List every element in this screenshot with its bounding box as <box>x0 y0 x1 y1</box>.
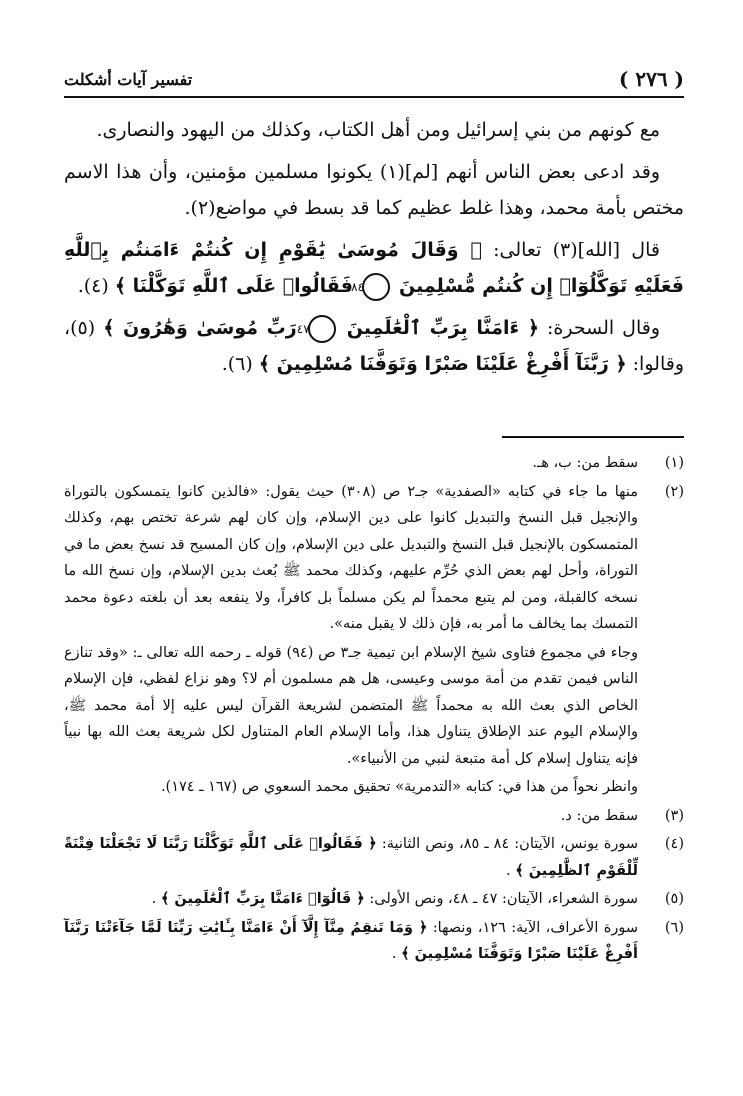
footnote-6 <box>64 915 684 968</box>
footnote-quran-verse: ﴿ وَمَا تَنقِمُ مِنَّآ إِلَّآ أَنْ ءَامَنَّا بِـَٔايَٰتِ رَبِّنَا لَمَّا جَآءَتْنَا رَبَّنَآ أَفْرِغْ عَلَيْنَا صَبْرًا وَتَوَفَّنَا مُسْلِمِينَ ﴾ <box>64 919 638 962</box>
page-header <box>64 62 684 98</box>
ayah-number-84: ٨٤ <box>362 273 390 301</box>
footnote-text: سورة الأعراف، الآية: ١٢٦، ونصها: <box>432 919 639 936</box>
page-number: ( ٢٧٦ ) <box>618 67 684 91</box>
footnote-2 <box>64 479 684 638</box>
footnote-end: . <box>505 862 511 879</box>
footnote-text: سورة يونس، الآيتان: ٨٤ ـ ٨٥، ونص الثانية: <box>381 836 638 852</box>
footnote-number: (٦) <box>664 919 684 936</box>
footnote-1 <box>64 450 684 477</box>
footnotes <box>64 450 684 970</box>
main-text <box>64 112 684 388</box>
paragraph-4-intro: وقال السحرة: <box>547 317 661 339</box>
footnote-2-continuation-1: وجاء في مجموع فتاوى شيخ الإسلام ابن تيمية جـ٣ ص (٩٤) قوله ـ رحمه الله تعالى ـ: «وقد تنازع الناس فيمن تقدم من أمة موسى وعيسى، هل هم مسلمون أم لا؟ وهو نزاع لفظي، فإن الإسلام الخاص الذي بعث الله به محمداً ﷺ المتضمن لشريعة القرآن ليس عليه إلا أمة محمد ﷺ، والإسلام اليوم عند الإطلاق يتناول هذا، وأما الإسلام العام المتناول لكل شريعة بعث الله بها نبياً فإنه يتناول إسلام كل أمة متبعة لنبي من الأنبياء». <box>64 644 638 767</box>
ayah-number-47: ٤٧ <box>308 315 336 343</box>
footnote-4 <box>64 831 684 884</box>
paragraph-1: مع كونهم من بني إسرائيل ومن أهل الكتاب، وكذلك من اليهود والنصارى. <box>96 119 660 141</box>
footnote-number: (٤) <box>664 836 684 852</box>
footnote-number: (١) <box>664 455 684 471</box>
footnote-ref-6: (٦). <box>221 353 253 375</box>
footnote-ref-4: (٤). <box>77 275 109 297</box>
footnote-separator <box>502 436 684 438</box>
quran-verse-araf-126: ﴿ رَبَّنَآ أَفْرِغْ عَلَيْنَا صَبْرًا وَتَوَفَّنَا مُسْلِمِينَ ﴾ <box>258 353 627 375</box>
footnote-number: (٣) <box>664 807 684 824</box>
footnote-end: . <box>391 946 397 962</box>
footnote-number: (٢) <box>664 483 684 500</box>
footnote-quran-verse: ﴿ فَقَالُوا۟ عَلَى ٱللَّهِ تَوَكَّلْنَا رَبَّنَا لَا تَجْعَلْنَا فِتْنَةً لِّلْقَوْمِ ٱلظَّٰلِمِينَ ﴾ <box>64 836 638 879</box>
paragraph-4 <box>64 310 684 382</box>
footnote-end: . <box>151 891 157 907</box>
paragraph-3 <box>64 232 684 304</box>
paragraph-2: وقد ادعى بعض الناس أنهم [لم](١) يكونوا مسلمين مؤمنين، وأن هذا الاسم مختص بأمة محمد، وهذا غلط عظيم كما قد بسط في مواضع(٢). <box>64 161 684 219</box>
quran-verse-yunus-84: ﴿ وَقَالَ مُوسَىٰ يَٰقَوْمِ إِن كُنتُمْ ءَامَنتُم بِٱللَّهِ فَعَلَيْهِ تَوَكَّلُوٓا۟ إِن كُنتُم مُّسْلِمِينَ <box>64 239 684 297</box>
footnote-text-wrapper <box>64 886 638 913</box>
book-page <box>64 0 684 1096</box>
footnote-2-continuation-2: وانظر نحواً من هذا في: كتابه «التدمرية» تحقيق محمد السعوي ص (١٦٧ ـ ١٧٤). <box>160 779 638 795</box>
footnote-number: (٥) <box>664 891 684 907</box>
footnote-text-wrapper <box>64 915 638 968</box>
quran-verse-yunus-85: فَقَالُوا۟ عَلَى ٱللَّهِ تَوَكَّلْنَا ﴾ <box>114 275 353 297</box>
footnote-quran-verse: ﴿ قَالُوٓا۟ ءَامَنَّا بِرَبِّ ٱلْعَٰلَمِينَ ﴾ <box>160 891 365 907</box>
footnote-3 <box>64 803 684 830</box>
footnote-text: منها ما جاء في كتابه «الصفدية» جـ٢ ص (٣٠٨) حيث يقول: «فالذين كانوا يتمسكون بالتوراة والإنجيل قبل النسخ والتبديل كانوا على دين الإسلام، وإن كان لهم شرعة تختص بهم، وكذلك المتمسكون بالإنجيل قبل النسخ والتبديل على دين الإسلام، وإن كان المسيح قد نسخ بعض ما في التوراة، وأحل لهم بعض الذي حُرِّم عليهم، وكذلك محمد ﷺ بُعث بدين الإسلام، وإن نسخ الله ما نسخه كالقبلة، ومن لم يتبع محمداً لم يكن مسلماً بل كافراً، ولا ينفعه بعد أن بلغته دعوة محمد التمسك بما يخالف ما أمر به، فإن ذلك لا يقبل منه». <box>64 483 638 632</box>
footnote-text: سورة الشعراء، الآيتان: ٤٧ ـ ٤٨، ونص الأولى: <box>369 891 638 907</box>
footnote-5 <box>64 886 684 913</box>
footnote-text: سقط من: د. <box>560 807 638 824</box>
quran-verse-shuara-48: رَبِّ مُوسَىٰ وَهَٰرُونَ ﴾ <box>103 317 297 339</box>
paragraph-3-intro: قال [الله](٣) تعالى: <box>493 239 660 261</box>
book-title: تفسير آيات أشكلت <box>64 69 193 89</box>
footnote-text-wrapper <box>64 831 638 884</box>
footnote-text: سقط من: ب، هـ. <box>532 455 638 471</box>
quran-verse-shuara-47: ﴿ ءَامَنَّا بِرَبِّ ٱلْعَٰلَمِينَ <box>346 317 539 339</box>
footnote-ref-5: (٥)، وقالوا: <box>64 317 684 375</box>
